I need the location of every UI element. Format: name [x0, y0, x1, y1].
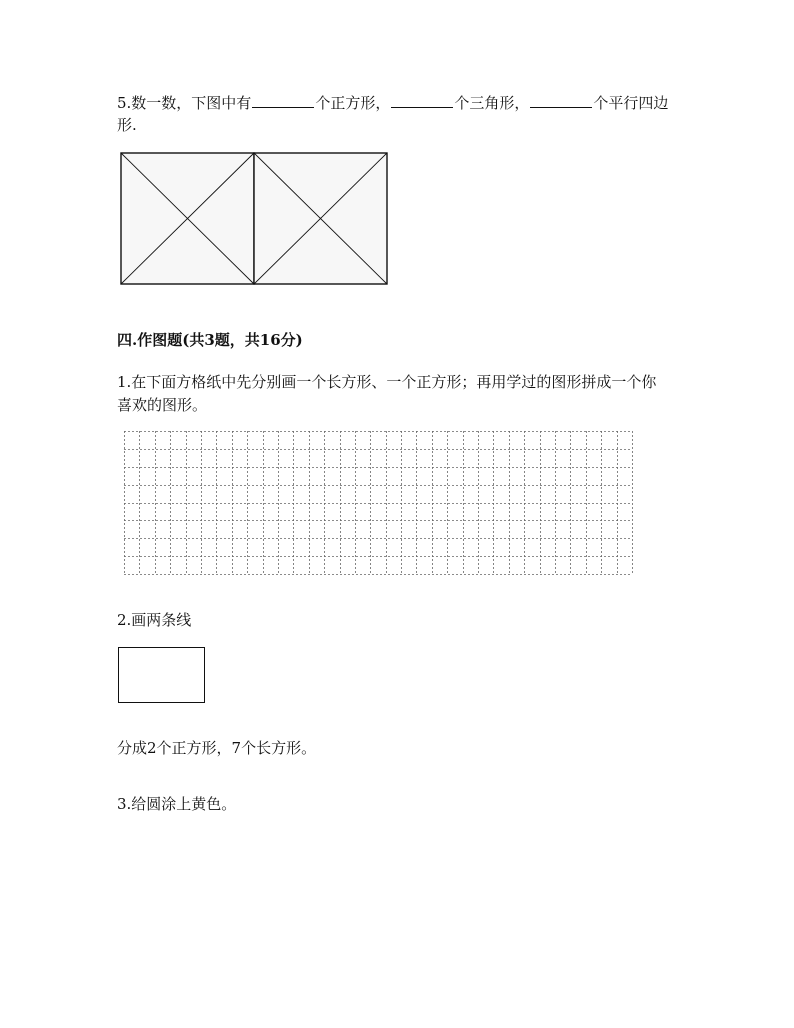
- q3-title: 3.给圆涂上黄色。: [117, 795, 237, 813]
- q5-blank-parallelograms[interactable]: [530, 93, 592, 108]
- q2-title: 2.画两条线: [117, 611, 192, 629]
- q5-line2: 形.: [117, 116, 137, 134]
- q5-figure: [120, 152, 388, 286]
- q5-blank-squares[interactable]: [252, 93, 314, 108]
- q5-prefix: 5.数一数，下图中有: [117, 94, 252, 112]
- q2-rectangle[interactable]: [118, 647, 205, 703]
- q5-seg2: 个三角形，: [454, 94, 530, 112]
- grid-paper[interactable]: [124, 431, 632, 574]
- q5-seg3: 个平行四边: [593, 94, 669, 112]
- section4-title: 四.作图题(共3题，共16分): [117, 331, 303, 349]
- q5-blank-triangles[interactable]: [391, 93, 453, 108]
- q5-line1: [117, 92, 668, 114]
- q1-line2: 喜欢的图形。: [117, 396, 208, 414]
- q1-line1: 1.在下面方格纸中先分别画一个长方形、一个正方形；再用学过的图形拼成一个你: [117, 373, 657, 391]
- q5-seg1: 个正方形，: [315, 94, 391, 112]
- q2-caption: 分成2个正方形，7个长方形。: [117, 739, 317, 757]
